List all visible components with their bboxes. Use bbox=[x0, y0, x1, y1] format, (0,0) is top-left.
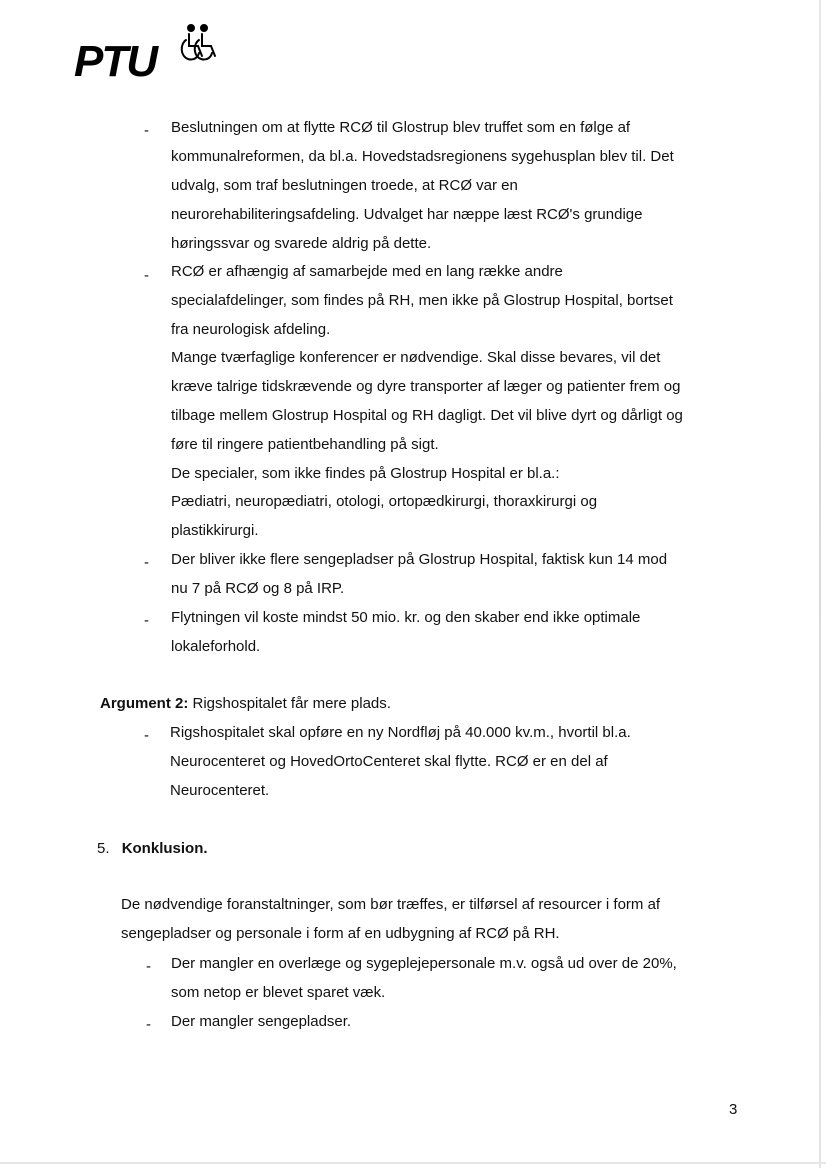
logo-text: PTU bbox=[74, 37, 156, 86]
text-line: specialafdelinger, som findes på RH, men ikke på Glostrup Hospital, bortset bbox=[171, 292, 673, 309]
bullet-dash: - bbox=[146, 958, 151, 975]
text-line: RCØ er afhængig af samarbejde med en lang række andre bbox=[171, 263, 563, 280]
bullet-dash: - bbox=[144, 612, 149, 629]
text-line: Rigshospitalet skal opføre en ny Nordfløj på 40.000 kv.m., hvortil bl.a. bbox=[170, 724, 631, 741]
text-line: som netop er blevet sparet væk. bbox=[171, 984, 386, 1001]
bullet-dash: - bbox=[144, 122, 149, 139]
text-line: kommunalreformen, da bl.a. Hovedstadsregionens sygehusplan blev til. Det bbox=[171, 148, 674, 165]
text-line: Pædiatri, neuropædiatri, otologi, ortopædkirurgi, thoraxkirurgi og bbox=[171, 493, 598, 510]
text-line: De specialer, som ikke findes på Glostrup Hospital er bl.a.: bbox=[171, 465, 560, 482]
text-line: udvalg, som traf beslutningen troede, at RCØ var en bbox=[171, 177, 518, 194]
text-line: Mange tværfaglige konferencer er nødvendige. Skal disse bevares, vil det bbox=[171, 349, 661, 366]
text-line: kræve talrige tidskrævende og dyre transporter af læger og patienter frem og bbox=[171, 378, 681, 395]
bullet-dash: - bbox=[144, 727, 149, 744]
wheelchair-pair-icon bbox=[178, 24, 222, 68]
argument-label: Argument 2: bbox=[100, 695, 189, 712]
text-line: plastikkirurgi. bbox=[171, 522, 259, 539]
section-number: 5. bbox=[97, 840, 110, 857]
text-line: Der bliver ikke flere sengepladser på Glostrup Hospital, faktisk kun 14 mod bbox=[171, 551, 668, 568]
text-line: sengepladser og personale i form af en udbygning af RCØ på RH. bbox=[121, 925, 560, 942]
text-line: fra neurologisk afdeling. bbox=[171, 321, 331, 338]
text-line: føre til ringere patientbehandling på sigt. bbox=[171, 436, 439, 453]
text-line: Neurocenteret og HovedOrtoCenteret skal flytte. RCØ er en del af bbox=[170, 753, 608, 770]
bullet-dash: - bbox=[144, 267, 149, 284]
scan-edge-right bbox=[819, 0, 821, 1168]
text-line: De nødvendige foranstaltninger, som bør træffes, er tilførsel af resourcer i form af bbox=[121, 896, 661, 913]
text-line: høringssvar og svarede aldrig på dette. bbox=[171, 235, 432, 252]
text-line: neurorehabiliteringsafdeling. Udvalget har næppe læst RCØ's grundige bbox=[171, 206, 643, 223]
argument-text: Rigshospitalet får mere plads. bbox=[188, 695, 391, 712]
text-line: tilbage mellem Glostrup Hospital og RH dagligt. Det vil blive dyrt og dårligt og bbox=[171, 407, 683, 424]
page-number: 3 bbox=[729, 1101, 738, 1118]
text-line: Der mangler sengepladser. bbox=[171, 1013, 352, 1030]
section-title: Konklusion. bbox=[121, 840, 208, 857]
text-line: Flytningen vil koste mindst 50 mio. kr. og den skaber end ikke optimale bbox=[171, 609, 641, 626]
text-line: Beslutningen om at flytte RCØ til Glostrup blev truffet som en følge af bbox=[171, 119, 631, 136]
scan-edge-bottom bbox=[0, 1162, 826, 1164]
section-heading bbox=[97, 839, 208, 859]
text-line: nu 7 på RCØ og 8 på IRP. bbox=[171, 580, 345, 597]
text-line: lokaleforhold. bbox=[171, 638, 261, 655]
text-line: Neurocenteret. bbox=[170, 782, 270, 799]
bullet-dash: - bbox=[144, 554, 149, 571]
argument-heading bbox=[100, 694, 391, 714]
text-line: Der mangler en overlæge og sygeplejepersonale m.v. også ud over de 20%, bbox=[171, 955, 677, 972]
bullet-dash: - bbox=[146, 1016, 151, 1033]
